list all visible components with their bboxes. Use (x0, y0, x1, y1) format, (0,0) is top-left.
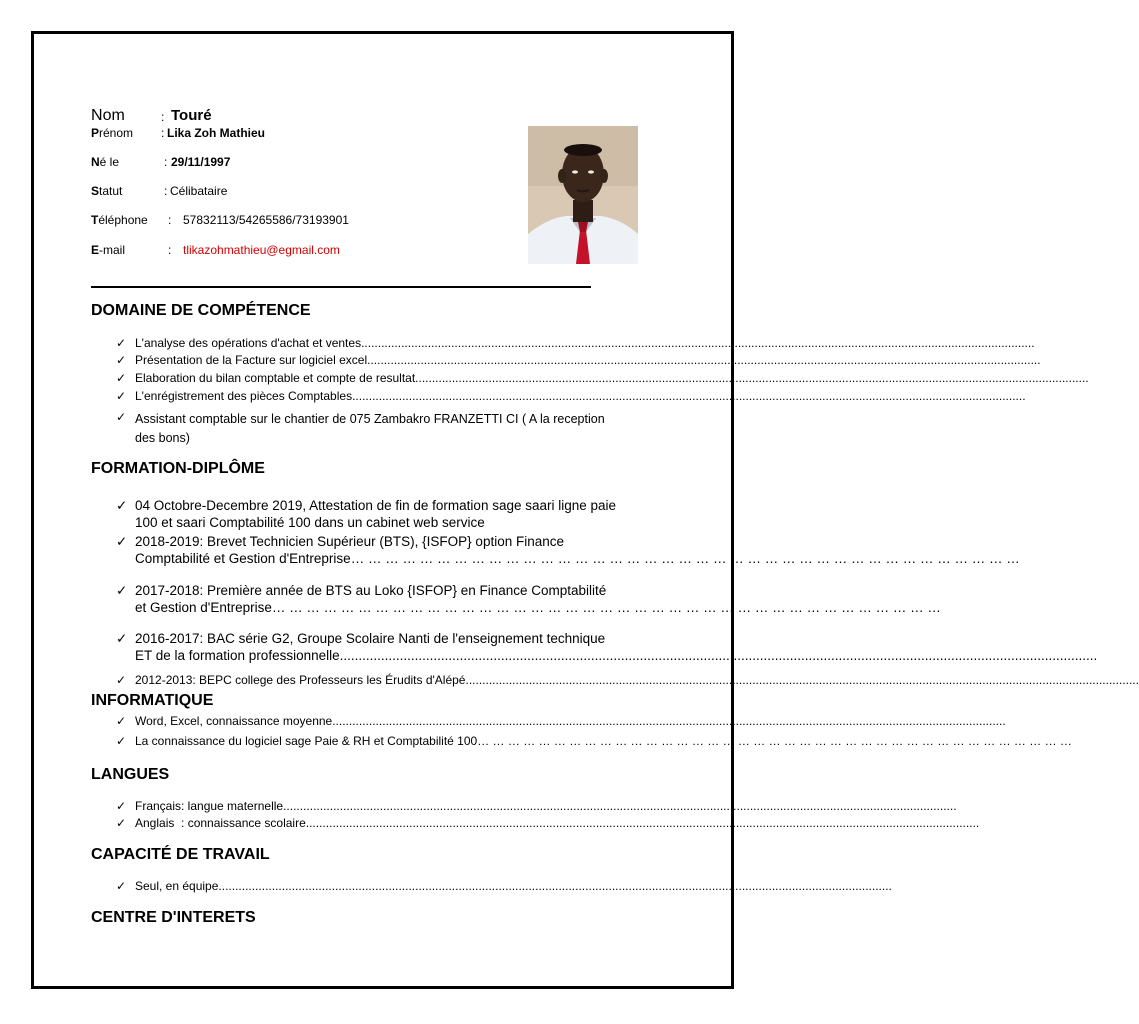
profile-photo (528, 126, 638, 264)
telephone-label: Téléphone (91, 213, 148, 227)
section-title-capacite: CAPACITÉ DE TRAVAIL (91, 846, 270, 863)
check-icon: ✓ (116, 879, 127, 893)
check-icon: ✓ (116, 631, 128, 646)
check-icon: ✓ (116, 353, 127, 367)
section-title-formation: FORMATION-DIPLÔME (91, 460, 265, 477)
telephone-separator: : (168, 213, 172, 227)
section-title-centre-interets: CENTRE D'INTERETS (91, 909, 256, 926)
check-icon: ✓ (116, 714, 127, 728)
check-icon: ✓ (116, 336, 127, 350)
statut-separator: : (164, 184, 168, 198)
prenom-separator: : (161, 126, 165, 140)
telephone-value: 57832113/54265586/73193901 (183, 213, 349, 227)
email-separator: : (168, 243, 172, 257)
check-icon: ✓ (116, 389, 127, 403)
check-icon: ✓ (116, 371, 127, 385)
check-icon: ✓ (116, 816, 127, 830)
nom-value: Touré (171, 107, 212, 124)
section-title-domaine: DOMAINE DE COMPÉTENCE (91, 302, 311, 319)
check-icon: ✓ (116, 734, 127, 748)
check-icon: ✓ (116, 583, 128, 598)
section-title-langues: LANGUES (91, 766, 170, 783)
prenom-value: Lika Zoh Mathieu (167, 126, 266, 140)
check-icon: ✓ (116, 498, 128, 513)
header-divider (91, 286, 591, 288)
section-title-informatique: INFORMATIQUE (91, 692, 214, 709)
ne-le-label: Né le (91, 155, 120, 169)
email-label: E-mail (91, 243, 126, 257)
prenom-label: Prénom (91, 126, 134, 140)
nom-label: Nom (91, 107, 125, 124)
ne-le-separator: : (164, 155, 168, 169)
nom-separator: : (161, 110, 165, 124)
ne-le-value: 29/11/1997 (171, 155, 231, 169)
check-icon: ✓ (116, 673, 127, 687)
check-icon: ✓ (116, 799, 127, 813)
check-icon: ✓ (116, 534, 128, 549)
statut-value: Célibataire (170, 184, 228, 198)
email-value: tlikazohmathieu@egmail.com (183, 243, 340, 257)
statut-label: Statut (91, 184, 123, 198)
check-icon: ✓ (116, 410, 127, 424)
